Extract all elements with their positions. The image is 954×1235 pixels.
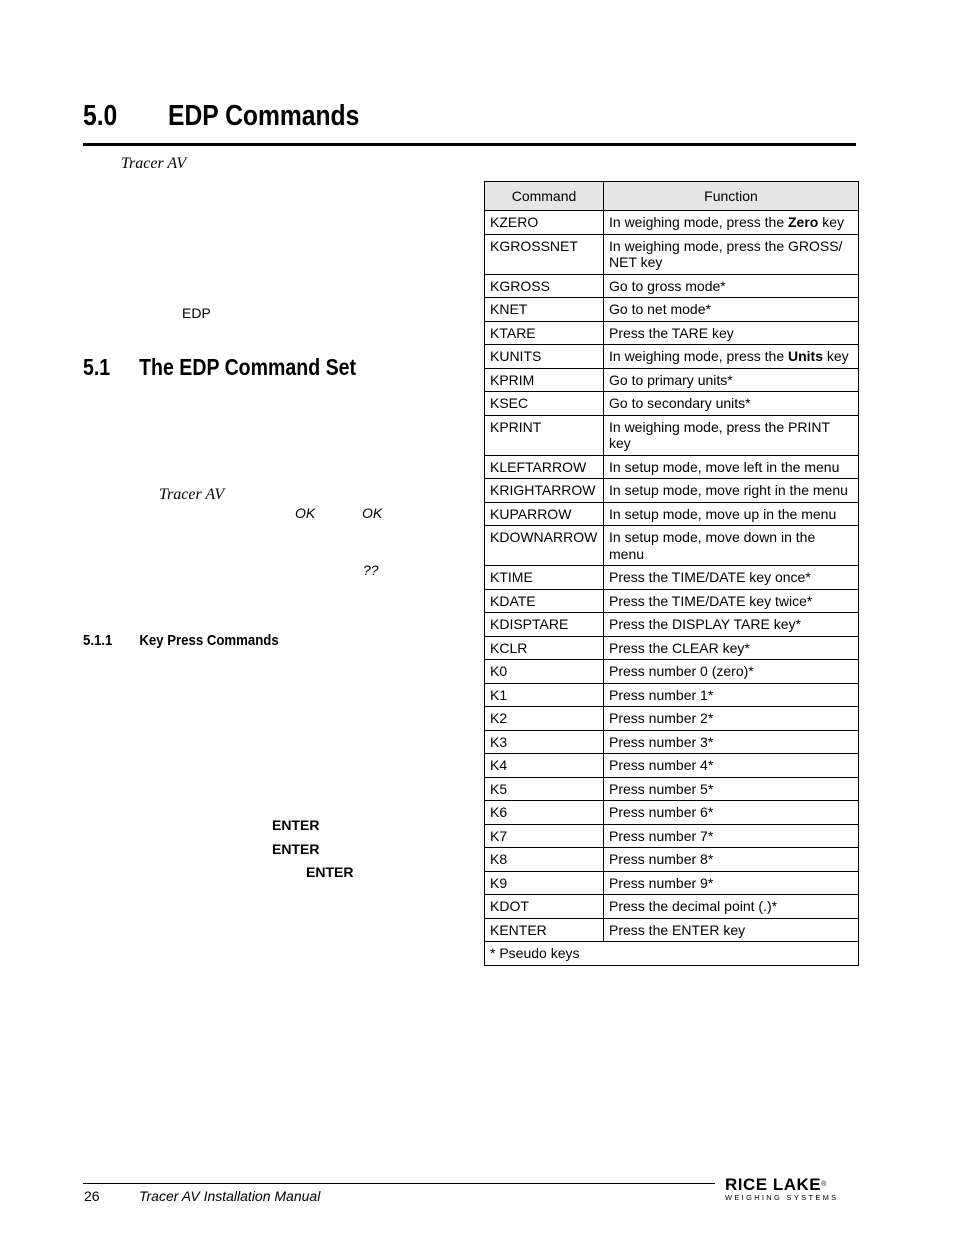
enter-key-label: ENTER — [306, 864, 354, 880]
command-cell: KDOT — [485, 895, 604, 919]
table-row — [485, 636, 859, 660]
command-cell: KTARE — [485, 321, 604, 345]
function-cell — [604, 707, 859, 731]
function-text: Press number 3* — [609, 733, 714, 750]
function-text: In setup mode, move down in the menu — [609, 529, 816, 562]
section-heading — [83, 354, 356, 381]
function-text: Press the TARE key — [609, 324, 734, 341]
function-text: Press number 5* — [609, 780, 714, 797]
subsection-heading — [83, 632, 279, 649]
function-text: Press the TIME/DATE key once* — [609, 569, 811, 585]
function-cell — [604, 895, 859, 919]
command-cell: KRIGHTARROW — [485, 479, 604, 503]
table-row — [485, 824, 859, 848]
column-header-function: Function — [604, 182, 859, 211]
function-text: Press number 2* — [609, 710, 714, 726]
command-cell: K5 — [485, 777, 604, 801]
command-cell: KNET — [485, 298, 604, 322]
function-cell — [604, 613, 859, 637]
column-header-command: Command — [485, 182, 604, 211]
command-cell: K7 — [485, 824, 604, 848]
table-row — [485, 345, 859, 369]
command-cell: K4 — [485, 754, 604, 778]
command-cell: K6 — [485, 801, 604, 825]
table-body — [485, 211, 859, 942]
logo-tagline: WEIGHING SYSTEMS — [725, 1193, 839, 1202]
table-row — [485, 526, 859, 566]
table-header-row — [485, 182, 859, 211]
function-cell — [604, 455, 859, 479]
function-cell — [604, 848, 859, 872]
command-cell: KDATE — [485, 589, 604, 613]
function-text: Press the DISPLAY TARE key* — [609, 616, 801, 632]
intro-edp-text: EDP — [182, 305, 211, 321]
table-row — [485, 801, 859, 825]
function-text: In weighing mode, press the — [609, 348, 788, 364]
command-cell: K0 — [485, 660, 604, 684]
table-row — [485, 660, 859, 684]
table-row — [485, 707, 859, 731]
function-text-suffix: key — [823, 348, 849, 364]
function-text: Press the CLEAR key* — [609, 639, 750, 656]
function-text: Press the TIME/DATE key twice* — [609, 592, 813, 609]
function-text: Go to secondary units* — [609, 395, 751, 411]
function-text: In weighing mode, press the — [609, 214, 788, 230]
rice-lake-logo — [725, 1176, 853, 1202]
function-text-suffix: key — [818, 214, 845, 230]
logo-registered-mark: ® — [821, 1181, 827, 1188]
table-footnote: * Pseudo keys — [485, 942, 859, 966]
table-row — [485, 368, 859, 392]
command-cell: KSEC — [485, 392, 604, 416]
table-row — [485, 455, 859, 479]
title-rule — [83, 143, 856, 146]
ok-response-2: OK — [362, 505, 383, 521]
function-cell — [604, 824, 859, 848]
function-cell — [604, 871, 859, 895]
command-cell: KUPARROW — [485, 502, 604, 526]
function-cell — [604, 234, 859, 274]
function-cell — [604, 502, 859, 526]
table-row — [485, 683, 859, 707]
enter-key-label: ENTER — [272, 817, 320, 833]
table-row — [485, 274, 859, 298]
function-cell — [604, 479, 859, 503]
function-cell — [604, 730, 859, 754]
function-text: Press the ENTER key — [609, 921, 746, 938]
function-text: Go to primary units* — [609, 371, 733, 388]
command-cell: K2 — [485, 707, 604, 731]
function-text: Press number 0 (zero)* — [609, 663, 754, 679]
function-text: In setup mode, move right in the menu — [609, 482, 848, 498]
section-number: 5.1 — [83, 354, 111, 380]
function-cell — [604, 589, 859, 613]
command-cell: K9 — [485, 871, 604, 895]
function-cell — [604, 211, 859, 235]
function-text: Press number 4* — [609, 757, 714, 773]
edp-command-table — [484, 181, 859, 966]
table-row — [485, 392, 859, 416]
function-text: In setup mode, move left in the menu — [609, 458, 840, 475]
function-cell — [604, 526, 859, 566]
table-row — [485, 415, 859, 455]
table-row — [485, 895, 859, 919]
command-cell: KDISPTARE — [485, 613, 604, 637]
section-title: The EDP Command Set — [139, 354, 357, 380]
table-row — [485, 871, 859, 895]
page-title — [83, 100, 359, 133]
command-cell: KCLR — [485, 636, 604, 660]
subsection-number: 5.1.1 — [83, 632, 113, 649]
function-cell — [604, 415, 859, 455]
function-cell — [604, 683, 859, 707]
function-cell — [604, 918, 859, 942]
function-cell — [604, 566, 859, 590]
command-cell: KPRIM — [485, 368, 604, 392]
command-cell: KGROSS — [485, 274, 604, 298]
function-text: In weighing mode, press the GROSS/ NET key — [609, 237, 843, 270]
chapter-title: EDP Commands — [168, 100, 360, 132]
function-cell — [604, 368, 859, 392]
function-text: In weighing mode, press the PRINT key — [609, 418, 830, 451]
table-row — [485, 298, 859, 322]
function-text: Press number 7* — [609, 827, 714, 844]
function-cell — [604, 754, 859, 778]
function-cell — [604, 345, 859, 369]
chapter-number: 5.0 — [83, 100, 118, 132]
table-row — [485, 566, 859, 590]
function-text: Press number 9* — [609, 874, 714, 891]
command-cell: K3 — [485, 730, 604, 754]
function-cell — [604, 321, 859, 345]
section-product-name: Tracer AV — [159, 486, 225, 503]
function-cell — [604, 777, 859, 801]
function-text: Press number 1* — [609, 686, 714, 703]
function-cell — [604, 801, 859, 825]
table-row — [485, 730, 859, 754]
function-cell — [604, 392, 859, 416]
function-cell — [604, 274, 859, 298]
command-cell: KLEFTARROW — [485, 455, 604, 479]
function-text: In setup mode, move up in the menu — [609, 505, 837, 522]
manual-title: Tracer AV Installation Manual — [139, 1188, 321, 1204]
table-row — [485, 211, 859, 235]
table-row — [485, 754, 859, 778]
footer-rule — [83, 1183, 715, 1184]
page-number: 26 — [84, 1188, 100, 1204]
table-row — [485, 613, 859, 637]
function-text: Go to net mode* — [609, 301, 711, 317]
table-row — [485, 918, 859, 942]
table-row — [485, 321, 859, 345]
logo-wordmark: RICE LAKE — [725, 1175, 822, 1194]
function-cell — [604, 298, 859, 322]
table-row — [485, 502, 859, 526]
enter-key-label: ENTER — [272, 841, 320, 857]
function-text: Press number 6* — [609, 804, 714, 820]
key-name: Zero — [788, 214, 819, 230]
table-row — [485, 848, 859, 872]
table-footnote-row — [485, 942, 859, 966]
function-text: Press the decimal point (.)* — [609, 898, 778, 914]
command-cell: KDOWNARROW — [485, 526, 604, 566]
table-row — [485, 479, 859, 503]
table-row — [485, 234, 859, 274]
command-cell: KENTER — [485, 918, 604, 942]
command-cell: KTIME — [485, 566, 604, 590]
command-cell: KGROSSNET — [485, 234, 604, 274]
ok-response-1: OK — [295, 505, 316, 521]
command-cell: K1 — [485, 683, 604, 707]
function-cell — [604, 636, 859, 660]
command-cell: KPRINT — [485, 415, 604, 455]
intro-product-name: Tracer AV — [121, 155, 187, 172]
function-text: Press number 8* — [609, 851, 714, 867]
table-row — [485, 777, 859, 801]
command-cell: KUNITS — [485, 345, 604, 369]
unknown-response: ?? — [363, 562, 379, 578]
subsection-title: Key Press Commands — [139, 632, 279, 649]
function-text: Go to gross mode* — [609, 277, 726, 294]
command-cell: KZERO — [485, 211, 604, 235]
key-name: Units — [788, 348, 823, 364]
function-cell — [604, 660, 859, 684]
command-cell: K8 — [485, 848, 604, 872]
table-row — [485, 589, 859, 613]
